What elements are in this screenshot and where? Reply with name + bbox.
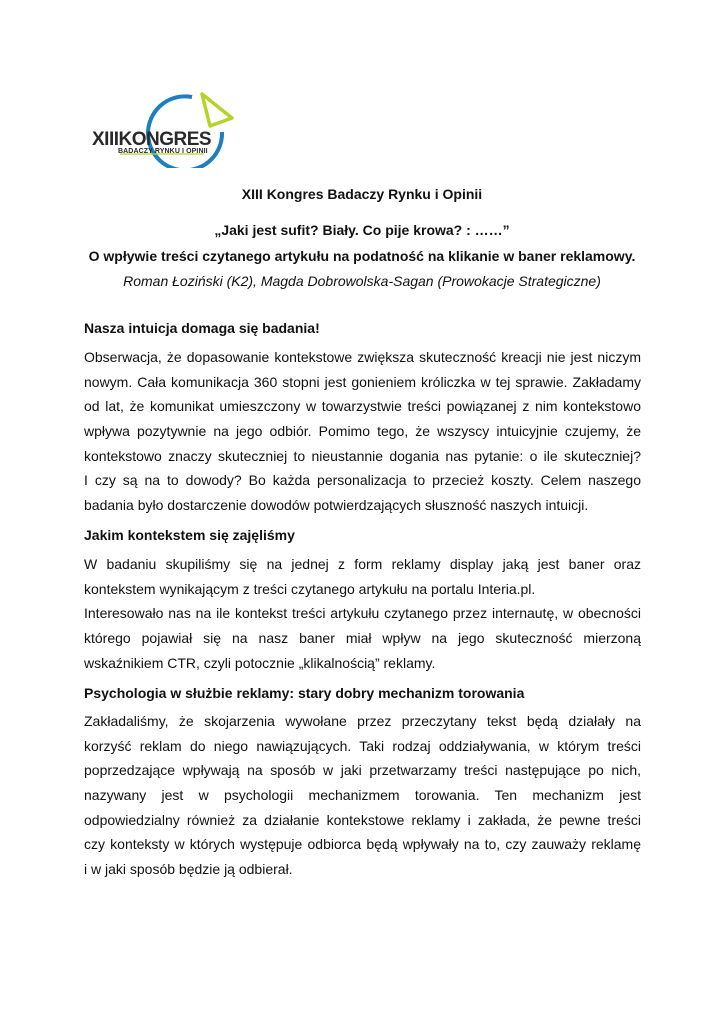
paragraph-line: I czy są na to dowody? Bo każda personalizacja to przecież koszty. Celem naszego xyxy=(84,472,641,489)
paragraph-line: wpływa pozytywnie na jego odbiór. Pomimo tego, że wszyscy intuicyjnie czujemy, że xyxy=(84,423,641,440)
paragraph-line: korzyść reklam do niego nawiązujących. Taki rodzaj oddziaływania, w którym treści xyxy=(84,737,641,754)
document-title: „Jaki jest sufit? Biały. Co pije krowa? : ……” xyxy=(214,222,510,238)
logo-sub-text: BADACZY RYNKU I OPINII xyxy=(118,148,208,155)
section-paragraph xyxy=(84,345,641,518)
section-paragraph xyxy=(84,552,641,675)
paragraph-line: Zakładaliśmy, że skojarzenia wywołane przez przeczytany tekst będą działały na xyxy=(84,713,641,729)
paragraph-line: W badaniu skupiliśmy się na jednej z form reklamy display jaką jest baner oraz xyxy=(84,556,641,572)
logo-main-text: XIIIKONGRES xyxy=(92,129,212,150)
paragraph-line: Obserwacja, że dopasowanie kontekstowe zwiększa skuteczność kreacji nie jest niczym xyxy=(84,349,641,365)
paragraph-line: wskaźnikiem CTR, czyli potocznie „klikalnością” reklamy. xyxy=(84,654,436,671)
section-heading: Nasza intuicja domaga się badania! xyxy=(84,320,320,336)
paragraph-line: którego pojawiał się na nasz baner miał wpływ na jego skuteczność mierzoną xyxy=(84,630,641,647)
paragraph-line: odpowiedzialny również za działanie kontekstowe reklamy i zakłada, że pewne treści xyxy=(84,811,641,828)
paragraph-line: kontekstem wynikającym z treści czytanego artykułu na portalu Interia.pl. xyxy=(84,580,536,597)
paragraph-line: nowym. Cała komunikacja 360 stopni jest gonieniem króliczka w tej sprawie. Zakładamy xyxy=(84,373,641,390)
congress-name: XIII Kongres Badaczy Rynku i Opinii xyxy=(241,186,483,202)
paragraph-line: kontekstowo znaczy skuteczniej to nieustannie dogania nas pytanie: o ile skuteczniej? xyxy=(84,447,641,464)
paragraph-line: badania było dostarczenie dowodów potwierdzających słuszność naszych intuicji. xyxy=(84,497,589,514)
paragraph-line: od lat, że komunikat umieszczony w towarzystwie treści powiązanej z nim kontekstowo xyxy=(84,398,641,415)
paragraph-line: czy konteksty w których występuje odbiorca będą wpływały na to, czy zauważy reklamę xyxy=(84,836,641,853)
section-heading: Psychologia w służbie reklamy: stary dobry mechanizm torowania xyxy=(84,685,525,701)
section-heading: Jakim kontekstem się zajęliśmy xyxy=(84,527,295,543)
congress-logo xyxy=(84,92,244,168)
paragraph-line: nazywany jest w psychologii mechanizmem torowania. Ten mechanizm jest xyxy=(84,787,641,804)
document-subtitle: O wpływie treści czytanego artykułu na podatność na klikanie w baner reklamowy. xyxy=(88,248,636,264)
document-authors: Roman Łoziński (K2), Magda Dobrowolska-Sagan (Prowokacje Strategiczne) xyxy=(123,273,601,289)
paragraph-line: i w jaki sposób będzie ją odbierał. xyxy=(84,861,293,878)
paragraph-line: poprzedzające wpływają na sposób w jaki przetwarzamy treści następujące po nich, xyxy=(84,762,641,779)
paragraph-line: Interesowało nas na ile kontekst treści artykułu czytanego przez internautę, w obecności xyxy=(84,605,641,622)
section-paragraph xyxy=(84,709,641,882)
